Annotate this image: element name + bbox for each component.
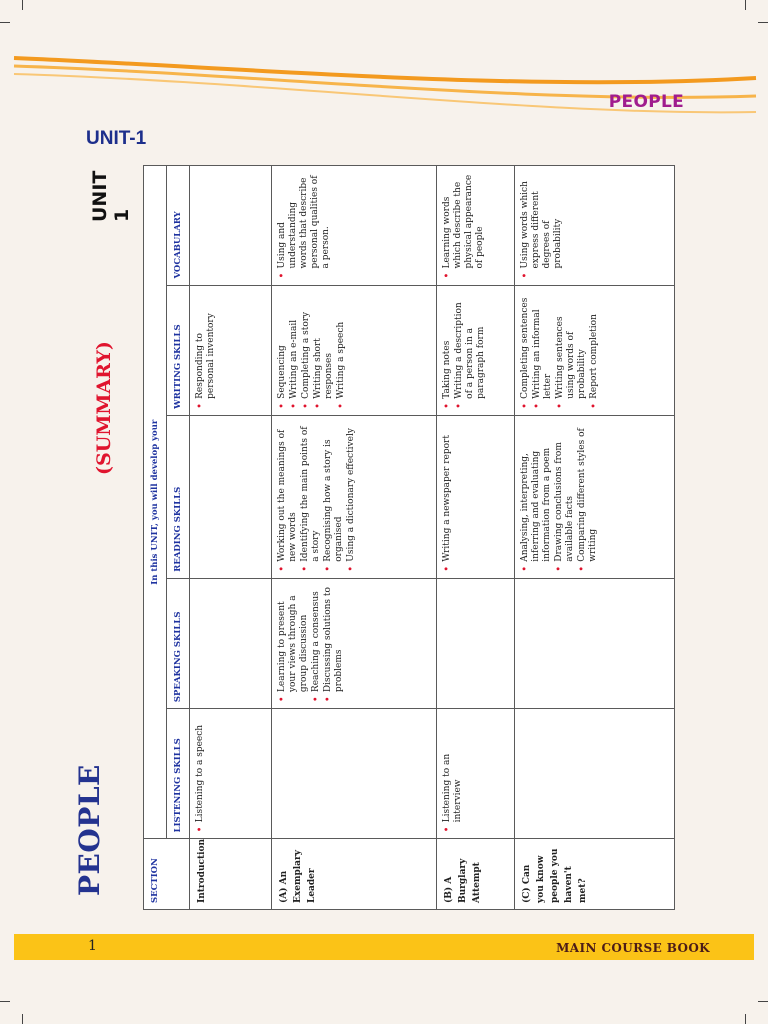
list-item: • Learning words which describe the physical appearance of people <box>442 172 486 269</box>
table-row <box>437 166 515 910</box>
listening-cell <box>437 709 515 839</box>
unit-title: UNIT-1 <box>86 128 147 149</box>
crop-mark <box>758 1001 768 1002</box>
writing-cell <box>190 285 272 415</box>
column-header: VOCABULARY <box>167 166 190 286</box>
header-title: PEOPLE <box>608 92 684 112</box>
book-title: MAIN COURSE BOOK <box>556 941 710 955</box>
list-item: • Writing a newspaper report <box>442 422 453 562</box>
span-header: In this UNIT, you will develop your <box>144 166 167 839</box>
table-header-row-2 <box>167 166 190 910</box>
column-header: WRITING SKILLS <box>167 285 190 415</box>
chapter-title: PEOPLE <box>73 764 106 896</box>
list-item: • Reaching a consensus <box>311 585 322 692</box>
writing-cell <box>515 285 675 415</box>
writing-cell <box>272 285 437 415</box>
list-item: • Writing a description of a person in a paragraph form <box>454 292 487 399</box>
section-cell: Introduction <box>190 839 272 910</box>
table-row <box>190 166 272 910</box>
list-item: • Writing an informal letter <box>532 292 554 399</box>
rotated-content <box>65 165 645 910</box>
list-item: • Using and understanding words that describe personal qualities of a person. <box>277 172 332 269</box>
list-item: • Learning to present your views through a group discussion <box>277 585 310 692</box>
list-item: • Analysing, interpreting, inferring and evaluating information from a poem <box>520 422 553 562</box>
list-item: • Drawing conclusions from available facts <box>554 422 576 562</box>
section-header: SECTION <box>144 839 190 910</box>
reading-cell <box>190 415 272 578</box>
list-item: • Writing an e-mail <box>289 292 300 399</box>
list-item: • Discussing solutions to problems <box>323 585 345 692</box>
section-cell: (C) Can you know people you haven't met? <box>515 839 675 910</box>
speaking-cell <box>272 578 437 708</box>
list-item: • Completing sentences <box>520 292 531 399</box>
page-number: 1 <box>88 938 97 954</box>
listening-cell <box>190 709 272 839</box>
vocabulary-cell <box>272 166 437 286</box>
unit-heading: UNIT 1 <box>89 170 133 222</box>
list-item: • Sequencing <box>277 292 288 399</box>
list-item: • Writing sentences using words of probability <box>555 292 588 399</box>
list-item: • Completing a story <box>301 292 312 399</box>
vocabulary-cell <box>515 166 675 286</box>
section-cell: (A) An Exemplary Leader <box>272 839 437 910</box>
list-item: • Responding to personal inventory <box>195 292 217 399</box>
list-item: • Using words which express different degrees of probability <box>520 172 564 269</box>
listening-cell <box>515 709 675 839</box>
list-item: • Report completion <box>589 292 600 399</box>
column-header: LISTENING SKILLS <box>167 709 190 839</box>
list-item: • Writing short responses <box>313 292 335 399</box>
list-item: • Listening to a speech <box>195 715 206 822</box>
crop-mark <box>0 1001 10 1002</box>
column-header: READING SKILLS <box>167 415 190 578</box>
list-item: • Working out the meanings of new words <box>277 422 299 562</box>
summary-table <box>143 165 675 910</box>
reading-cell <box>515 415 675 578</box>
vocabulary-cell <box>437 166 515 286</box>
list-item: • Taking notes <box>442 292 453 399</box>
list-item: • Listening to an interview <box>442 715 464 822</box>
speaking-cell <box>190 578 272 708</box>
section-cell: (B) A Burglary Attempt <box>437 839 515 910</box>
speaking-cell <box>515 578 675 708</box>
list-item: • Identifying the main points of a story <box>300 422 322 562</box>
list-item: • Comparing different styles of writing <box>577 422 599 562</box>
list-item: • Using a dictionary effectively <box>346 422 357 562</box>
table-header-row-1 <box>144 166 167 910</box>
speaking-cell <box>437 578 515 708</box>
column-header: SPEAKING SKILLS <box>167 578 190 708</box>
vocabulary-cell <box>190 166 272 286</box>
table-row <box>272 166 437 910</box>
summary-title: (SUMMARY) <box>93 341 115 475</box>
crop-mark <box>22 1014 23 1024</box>
list-item: • Writing a speech <box>336 292 347 399</box>
reading-cell <box>437 415 515 578</box>
listening-cell <box>272 709 437 839</box>
writing-cell <box>437 285 515 415</box>
reading-cell <box>272 415 437 578</box>
table-row <box>515 166 675 910</box>
list-item: • Recognising how a story is organised <box>323 422 345 562</box>
crop-mark <box>745 1014 746 1024</box>
